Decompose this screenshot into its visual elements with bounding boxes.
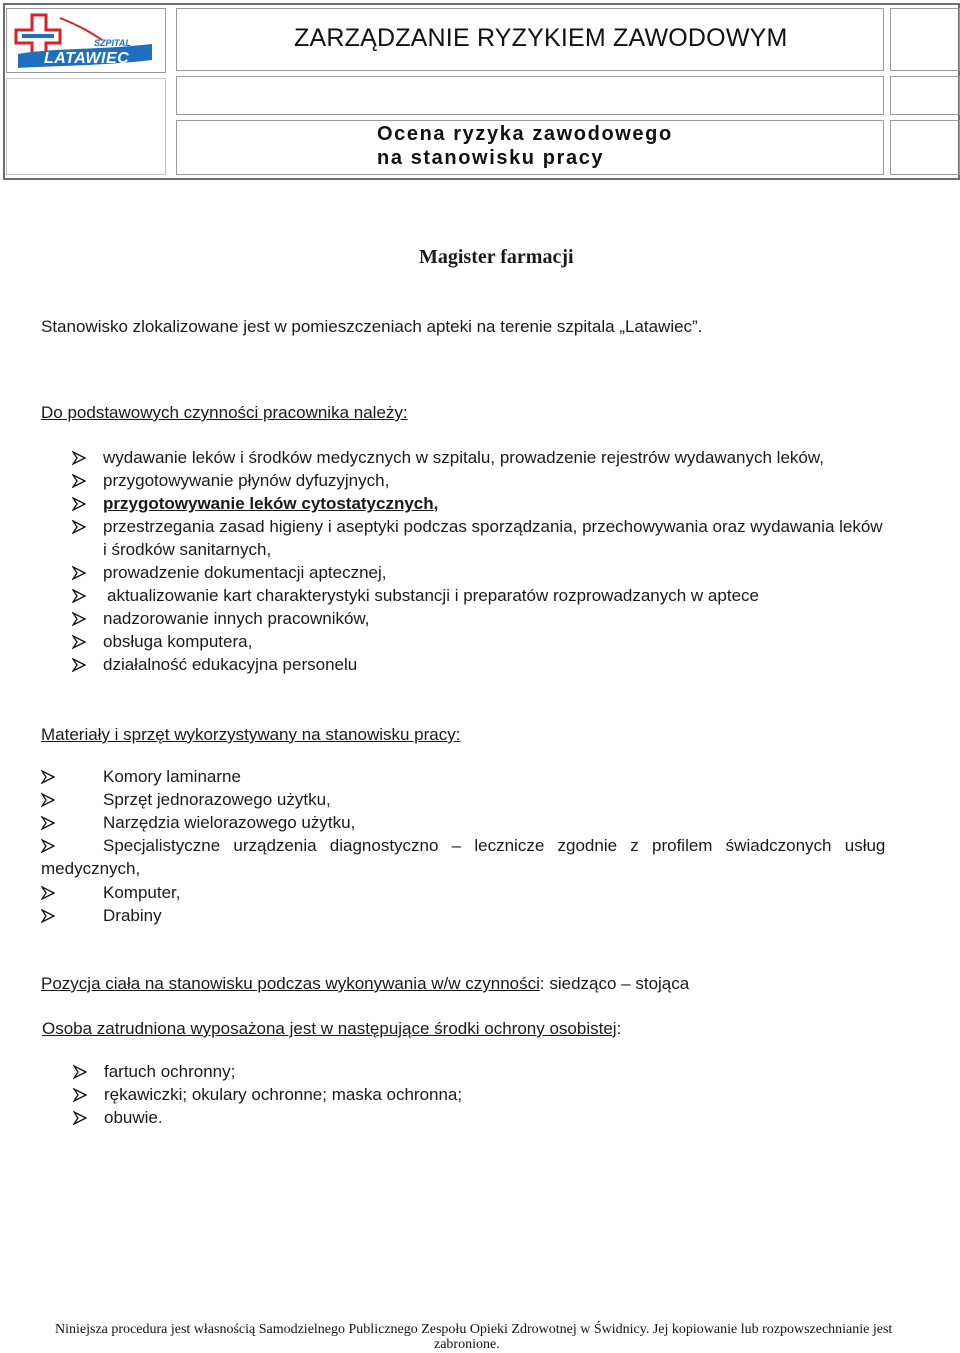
list-item: działalność edukacyjna personelu bbox=[103, 655, 358, 674]
arrow-bullet-icon bbox=[72, 497, 86, 511]
footer-line2: zabronione. bbox=[434, 1337, 500, 1352]
list-item: obuwie. bbox=[104, 1108, 163, 1127]
list-item-continuation: i środków sanitarnych, bbox=[103, 540, 272, 559]
right-cell-middle bbox=[890, 76, 960, 115]
arrow-bullet-icon bbox=[72, 520, 86, 534]
list-item: rękawiczki; okulary ochronne; maska ochronna; bbox=[104, 1085, 463, 1104]
duties-heading: Do podstawowych czynności pracownika należy: bbox=[41, 403, 408, 422]
document-subtitle-line2: na stanowisku pracy bbox=[377, 147, 605, 169]
list-item: Komory laminarne bbox=[103, 767, 241, 786]
arrow-bullet-icon bbox=[72, 451, 86, 465]
list-item: nadzorowanie innych pracowników, bbox=[103, 609, 370, 628]
document-subtitle-line1: Ocena ryzyka zawodowego bbox=[377, 123, 673, 145]
arrow-bullet-icon bbox=[41, 909, 55, 923]
arrow-bullet-icon bbox=[72, 566, 86, 580]
list-item: obsługa komputera, bbox=[103, 632, 253, 651]
list-item: aktualizowanie kart charakterystyki substancji i preparatów rozprowadzanych w aptece bbox=[107, 586, 759, 605]
arrow-bullet-icon bbox=[73, 1065, 87, 1079]
arrow-bullet-icon bbox=[41, 886, 55, 900]
document-title: ZARZĄDZANIE RYZYKIEM ZAWODOWYM bbox=[294, 24, 788, 52]
arrow-bullet-icon bbox=[73, 1088, 87, 1102]
list-item: Drabiny bbox=[103, 906, 162, 925]
position-title: Magister farmacji bbox=[419, 246, 574, 268]
arrow-bullet-icon bbox=[72, 589, 86, 603]
hospital-logo bbox=[10, 10, 160, 70]
protection-heading-colon: : bbox=[616, 1019, 622, 1038]
list-item: Specjalistyczne urządzenia diagnostyczno – lecznicze zgodnie z profilem świadczonych usług bbox=[103, 836, 886, 855]
list-item: przestrzegania zasad higieny i aseptyki podczas sporządzania, przechowywania oraz wydawania leków bbox=[103, 517, 883, 536]
body-position-label: Pozycja ciała na stanowisku podczas wykonywania w/w czynności bbox=[41, 974, 540, 993]
arrow-bullet-icon bbox=[72, 658, 86, 672]
arrow-bullet-icon bbox=[72, 635, 86, 649]
logo-big-text: LATAWIEC bbox=[44, 50, 130, 67]
protection-heading: Osoba zatrudniona wyposażona jest w następujące środki ochrony osobistej bbox=[42, 1019, 617, 1038]
location-text: Stanowisko zlokalizowane jest w pomieszczeniach apteki na terenie szpitala „Latawiec”. bbox=[41, 317, 703, 336]
arrow-bullet-icon bbox=[72, 474, 86, 488]
right-cell-top bbox=[890, 8, 960, 71]
list-item: Komputer, bbox=[103, 883, 181, 902]
arrow-bullet-icon bbox=[73, 1111, 87, 1125]
list-item: Narzędzia wielorazowego użytku, bbox=[103, 813, 356, 832]
arrow-bullet-icon bbox=[72, 612, 86, 626]
list-item: przygotowywanie leków cytostatycznych, bbox=[103, 494, 439, 513]
list-item: fartuch ochronny; bbox=[104, 1062, 236, 1081]
list-item-continuation: medycznych, bbox=[41, 859, 141, 878]
arrow-bullet-icon bbox=[41, 839, 55, 853]
body-position-line bbox=[41, 973, 689, 995]
arrow-bullet-icon bbox=[41, 793, 55, 807]
materials-heading: Materiały i sprzęt wykorzystywany na stanowisku pracy: bbox=[41, 725, 461, 744]
protection-heading-line bbox=[42, 1018, 621, 1040]
empty-cell bbox=[176, 76, 884, 115]
right-cell-bottom bbox=[890, 120, 960, 175]
arrow-bullet-icon bbox=[41, 816, 55, 830]
list-item: prowadzenie dokumentacji aptecznej, bbox=[103, 563, 387, 582]
footer-line1: Niniejsza procedura jest własnością Samodzielnego Publicznego Zespołu Opieki Zdrowotnej w Świdnicy. Jej kopiowanie lub rozpowszechnianie jest bbox=[55, 1322, 893, 1337]
body-position-value: : siedząco – stojąca bbox=[539, 974, 690, 993]
list-item: wydawanie leków i środków medycznych w szpitalu, prowadzenie rejestrów wydawanych leków, bbox=[103, 448, 824, 467]
list-item: Sprzęt jednorazowego użytku, bbox=[103, 790, 331, 809]
arrow-bullet-icon bbox=[41, 770, 55, 784]
logo-small-text: SZPITAL bbox=[94, 38, 131, 48]
left-lower-cell bbox=[6, 78, 166, 175]
list-item: przygotowywanie płynów dyfuzyjnych, bbox=[103, 471, 390, 490]
